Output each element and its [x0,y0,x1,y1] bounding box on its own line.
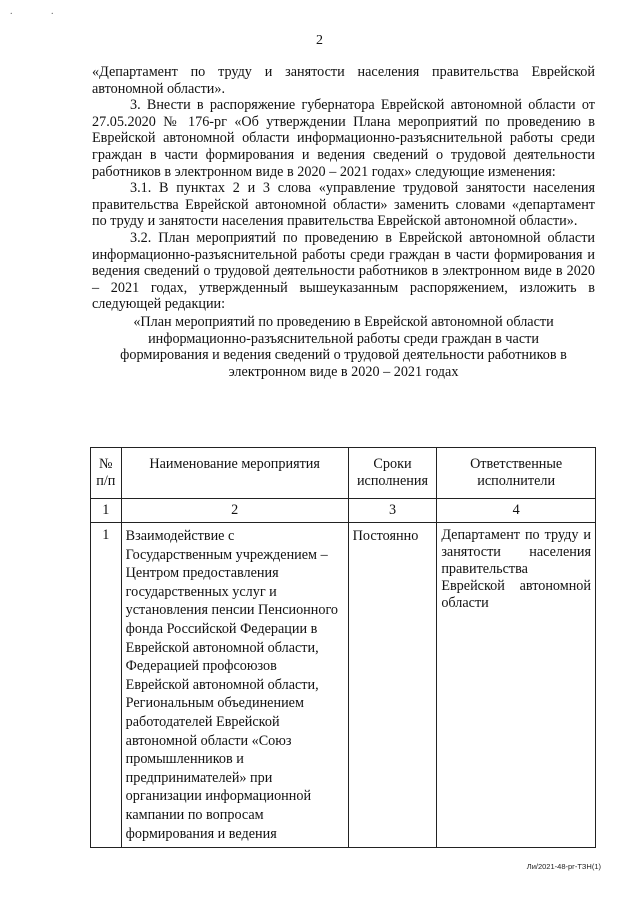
table-row [91,523,596,848]
paragraph-item-3-1: 3.1. В пунктах 2 и 3 слова «управление трудовой занятости населения правительства Еврейской автономной области» заменить словами «департамент по труду и занятости населения правительства Еврейской автономной области». [92,180,595,230]
header-deadline: Сроки исполнения [348,448,437,499]
row-activity: Взаимодействие с Государственным учреждением – Центром предоставления государственных услуг и установления пенсии Пенсионного фонда Российской Федерации в Еврейской автономной области, Федерацией профсоюзов Еврейской автономной области, Региональным объединением работодателей Еврейской автономной области «Союз промышленников и предпринимателей» при организации информационной кампании по вопросам формирования и ведения [121,523,348,848]
column-number-2: 2 [121,499,348,523]
row-responsible: Департамент по труду и занятости населения правительства Еврейской автономной области [437,523,596,848]
header-responsible: Ответственные исполнители [437,448,596,499]
column-numbers-row [91,499,596,523]
header-activity: Наименование мероприятия [121,448,348,499]
row-deadline: Постоянно [348,523,437,848]
plan-table [90,447,596,848]
paragraph-item-3-2: 3.2. План мероприятий по проведению в Еврейской автономной области информационно-разъяснительной работы среди граждан в части формирования и ведения сведений о трудовой деятельности работников в электронном виде в 2020 – 2021 годах, утвержденный вышеуказанным распоряжением, изложить в следующей редакции: [92,229,595,313]
column-number-1: 1 [91,499,122,523]
table-header-row [91,448,596,499]
document-code: Ли/2021-48-рг-ТЗН(1) [526,862,601,871]
column-number-3: 3 [348,499,437,523]
paragraph-department-name: «Департамент по труду и занятости населения правительства Еврейской автономной области». [92,64,595,97]
column-number-4: 4 [437,499,596,523]
plan-title: «План мероприятий по проведению в Еврейской автономной области информационно-разъяснительной работы среди граждан в части формирования и ведения сведений о трудовой деятельности работников в электронном виде в 2020 – 2021 годах [120,313,567,380]
header-number: № п/п [91,448,122,499]
document-body [92,64,595,380]
row-number: 1 [91,523,122,848]
scan-marks: . . [10,6,72,17]
paragraph-item-3: 3. Внести в распоряжение губернатора Еврейской автономной области от 27.05.2020 № 176-рг «Об утверждении Плана мероприятий по проведению в Еврейской автономной области информационно-разъяснительной работы среди граждан в части формирования и ведения сведений о трудовой деятельности работников в электронном виде в 2020 – 2021 годах» следующие изменения: [92,97,595,180]
page-number: 2 [316,33,323,48]
